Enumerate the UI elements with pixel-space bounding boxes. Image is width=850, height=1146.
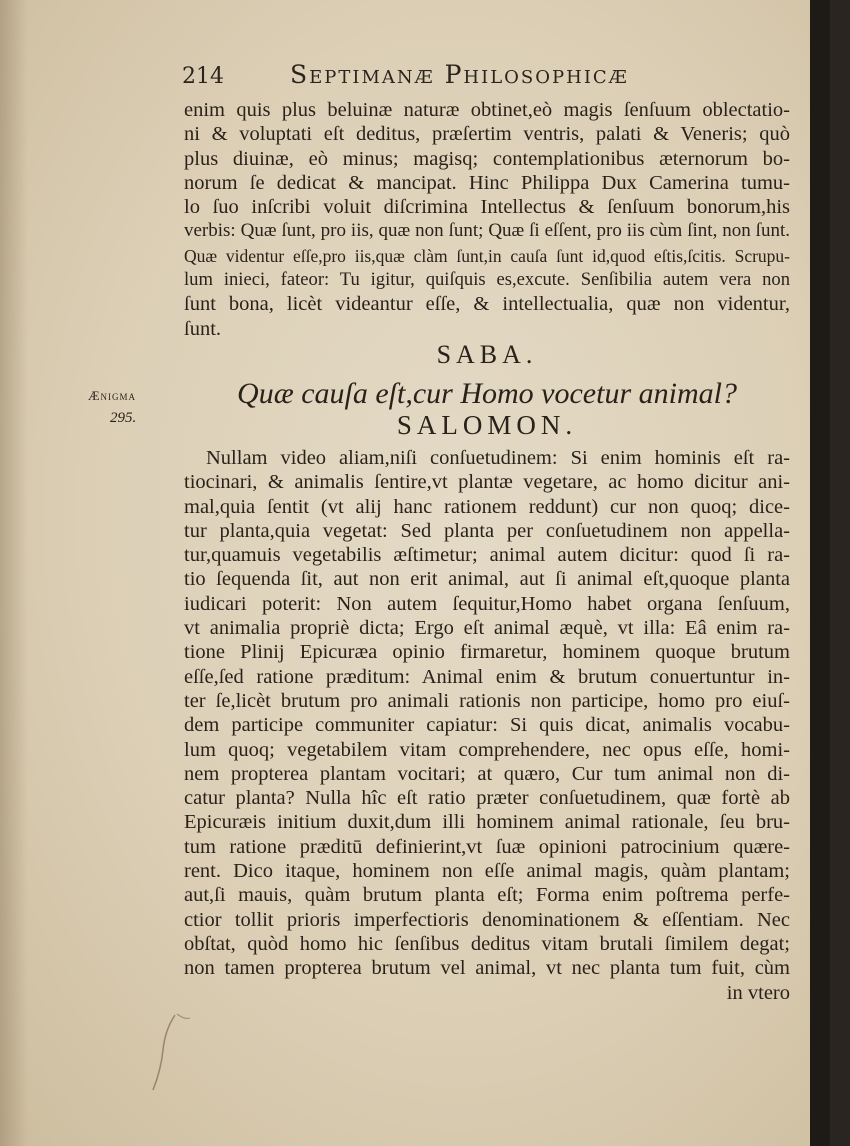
text-line: iudicari poterit: Non autem ſequitur,Homo habet organa ſenſuum, bbox=[184, 592, 790, 615]
text-line: lo ſuo inſcribi voluit diſcrimina Intellectus & ſenſuum bonorum,his bbox=[184, 196, 790, 219]
text-line: dem participe communiter capiatur: Si quis dicat, animalis vocabu- bbox=[184, 714, 790, 737]
text-line: verbis: Quæ ſunt, pro iis, quæ non ſunt; Quæ ſi eſſent, pro iis cùm ſint, non ſunt. bbox=[184, 220, 790, 242]
page-edge bbox=[810, 0, 830, 1146]
text-line: enim quis plus beluinæ naturæ obtinet,eò magis ſenſuum oblectatio- bbox=[184, 99, 790, 121]
speaker-salomon: SALOMON. bbox=[396, 410, 578, 440]
margin-note-number: 295. bbox=[110, 410, 137, 426]
binding-shadow bbox=[0, 0, 28, 1146]
paragraph-2 bbox=[184, 446, 790, 1005]
text-line: non tamen propterea brutum vel animal, vt nec planta tum fuit, cùm bbox=[184, 957, 790, 980]
question-heading: Quæ cauſa eſt,cur Homo vocetur animal? bbox=[237, 377, 737, 410]
text-line: Quæ videntur eſſe,pro iis,quæ clàm ſunt,in cauſa ſunt id,quod eſtis,ſcitis. Scrupu- bbox=[184, 245, 790, 266]
text-line: ctior tollit prioris imperfectioris denominationem & eſſentiam. Nec bbox=[184, 908, 790, 931]
text-line: tur planta,quia vegetat: Sed planta per conſuetudinem non appella- bbox=[184, 519, 790, 542]
text-line: lum quoq; vegetabilem vitam comprehendere, nec opus eſſe, homi- bbox=[184, 738, 790, 761]
text-line: tur,quamuis vegetabilis æſtimetur; animal autem dicitur: quod ſi ra- bbox=[184, 544, 790, 567]
margin-note bbox=[88, 388, 178, 427]
margin-note-label: Ænigma bbox=[88, 388, 137, 403]
text-line: tum ratione præditū definierint,vt ſuæ opinioni patrocinium quære- bbox=[184, 835, 790, 858]
text-line: rent. Dico itaque, hominem non eſſe animal magis, quàm plantam; bbox=[184, 860, 790, 883]
text-line: eſſe,ſed ratione præditum: Animal enim & brutum conuertuntur in- bbox=[184, 665, 790, 688]
text-line: ni & voluptati eſt deditus, præſertim ventris, palati & Veneris; quò bbox=[184, 123, 790, 146]
text-line: mal,quia ſentit (vt alij hanc rationem reddunt) cur non quoq; dice- bbox=[184, 495, 790, 518]
running-title: Septimanæ Philosophicæ bbox=[289, 60, 629, 89]
text-line: plus diuinæ, eò minus; magisq; contemplationibus æternorum bo- bbox=[184, 147, 790, 170]
text-line: vt animalia propriè dicta; Ergo eſt animal æquè, vt illa: Eâ enim ra- bbox=[184, 617, 790, 640]
text-line: lum inieci, fateor: Tu igitur, quiſquis es,excute. Senſibilia autem vera non bbox=[184, 269, 790, 291]
text-line: catur planta? Nulla hîc eſt ratio præter conſuetudinem, quæ fortè ab bbox=[184, 787, 790, 810]
text-line: aut,ſi mauis, quàm brutum planta eſt; Forma enim poſtrema perfe- bbox=[184, 884, 790, 907]
text-line: Epicuræis initium duxit,dum illi hominem animal rationale, ſeu bru- bbox=[184, 811, 790, 834]
paragraph-1 bbox=[184, 98, 790, 341]
text-line: tio ſequenda ſit, aut non erit animal, aut ſi animal eſt,quoque planta bbox=[184, 568, 790, 591]
ink-stain-mark bbox=[135, 1010, 195, 1100]
text-line: ſunt bona, licèt videantur eſſe, & intellectualia, quæ non videntur, bbox=[184, 293, 790, 316]
text-line: norum ſe dedicat & mancipat. Hinc Philippa Dux Camerina tumu- bbox=[184, 171, 790, 194]
catchword: in vtero bbox=[726, 981, 790, 1004]
speaker-saba: SABA. bbox=[436, 340, 538, 369]
text-line: ſunt. bbox=[184, 317, 222, 340]
text-line: tione Plinij Epicuræa opinio firmaretur, hominem quoque brutum bbox=[184, 641, 790, 664]
text-line: ter ſe,licèt brutum pro animali rationis non participe, homo pro eiuſ- bbox=[184, 689, 790, 712]
running-head bbox=[182, 60, 802, 89]
text-line: nem propterea plantam vocitari; at quæro, Cur tum animal non di- bbox=[184, 762, 790, 785]
text-line: obſtat, quòd homo hic ſenſibus deditus vitam brutali ſimilem degat; bbox=[184, 932, 790, 955]
text-line: Nullam video aliam,niſi conſuetudinem: Si enim hominis eſt ra- bbox=[206, 447, 790, 469]
text-line: tiocinari, & animalis ſentire,vt plantæ vegetare, ac homo dicitur ani- bbox=[184, 471, 790, 494]
page-number: 214 bbox=[182, 64, 224, 89]
